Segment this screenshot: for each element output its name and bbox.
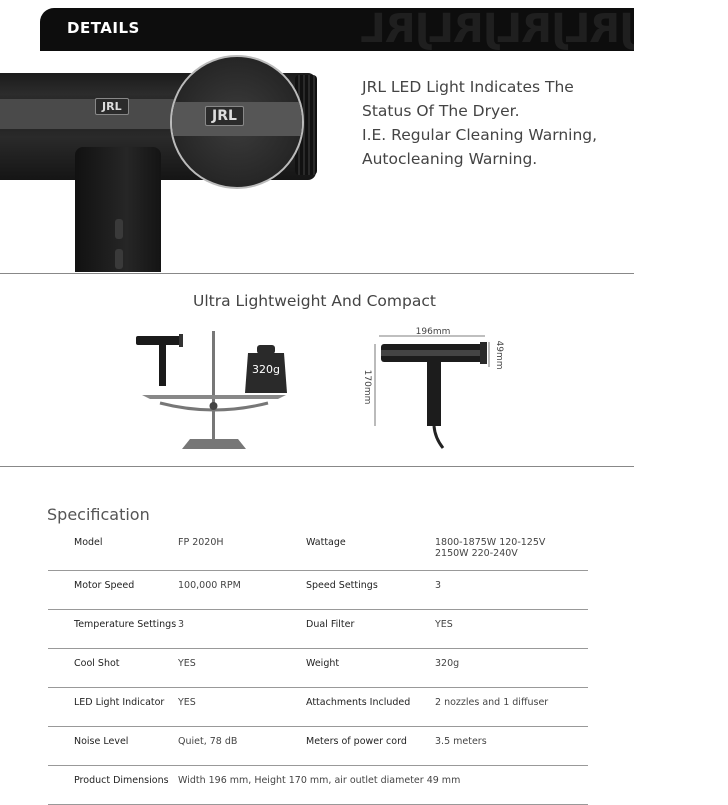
spec-key: Attachments Included bbox=[306, 688, 435, 727]
spec-key: Weight bbox=[306, 649, 435, 688]
spec-value-line: 1800-1875W 120-125V bbox=[435, 537, 546, 548]
table-row bbox=[48, 610, 588, 649]
compact-section-title: Ultra Lightweight And Compact bbox=[193, 292, 436, 310]
mini-dryer-body bbox=[136, 336, 182, 345]
scale-plate bbox=[142, 395, 286, 399]
spec-key: Dual Filter bbox=[306, 610, 435, 649]
led-description-line: Autocleaning Warning. bbox=[362, 150, 538, 168]
header-logo-pattern: JRLJRLJRLJRL bbox=[361, 8, 634, 51]
led-description-line: Status Of The Dryer. bbox=[362, 102, 520, 120]
led-description-line: I.E. Regular Cleaning Warning, bbox=[362, 126, 598, 144]
dryer-side-stripe bbox=[381, 350, 485, 356]
zoom-logo: JRL bbox=[205, 106, 244, 126]
spec-value: Quiet, 78 dB bbox=[178, 727, 306, 766]
spec-key: Motor Speed bbox=[48, 571, 178, 610]
spec-value: 100,000 RPM bbox=[178, 571, 306, 610]
spec-value: YES bbox=[435, 610, 588, 649]
spec-value bbox=[435, 530, 588, 571]
spec-value: YES bbox=[178, 688, 306, 727]
dryer-logo: JRL bbox=[95, 98, 129, 115]
led-description bbox=[362, 75, 597, 171]
scale-pivot bbox=[210, 402, 218, 410]
dryer-cord bbox=[434, 426, 443, 448]
spec-value: 3.5 meters bbox=[435, 727, 588, 766]
section-divider bbox=[0, 273, 634, 274]
spec-key: Model bbox=[48, 530, 178, 571]
weight-label: 320g bbox=[252, 363, 280, 376]
mini-dryer-grill bbox=[179, 334, 183, 347]
details-header bbox=[40, 8, 634, 51]
spec-key: Product Dimensions bbox=[48, 766, 178, 805]
spec-value: 3 bbox=[178, 610, 306, 649]
specification-heading: Specification bbox=[47, 505, 150, 524]
spec-value: 3 bbox=[435, 571, 588, 610]
header-title: DETAILS bbox=[67, 19, 140, 37]
weight-handle bbox=[257, 345, 275, 354]
spec-value-line: 2150W 220-240V bbox=[435, 548, 518, 559]
led-description-line: JRL LED Light Indicates The bbox=[362, 78, 574, 96]
dryer-button bbox=[115, 249, 123, 269]
table-row bbox=[48, 571, 588, 610]
table-row bbox=[48, 688, 588, 727]
specification-table bbox=[48, 530, 588, 805]
spec-value: 2 nozzles and 1 diffuser bbox=[435, 688, 588, 727]
spec-value: FP 2020H bbox=[178, 530, 306, 571]
dryer-side-handle bbox=[427, 360, 441, 426]
spec-value: Width 196 mm, Height 170 mm, air outlet diameter 49 mm bbox=[178, 766, 588, 805]
table-row bbox=[48, 766, 588, 805]
spec-key: Wattage bbox=[306, 530, 435, 571]
spec-key: Noise Level bbox=[48, 727, 178, 766]
spec-key: Temperature Settings bbox=[48, 610, 178, 649]
zoom-magnifier-circle bbox=[170, 55, 304, 189]
width-label: 196mm bbox=[415, 327, 451, 337]
spec-value: 320g bbox=[435, 649, 588, 688]
mini-dryer-handle bbox=[159, 344, 166, 386]
dimensions-illustration bbox=[355, 322, 515, 450]
table-row bbox=[48, 649, 588, 688]
scale-pole bbox=[212, 331, 215, 443]
spec-key: Cool Shot bbox=[48, 649, 178, 688]
spec-key: LED Light Indicator bbox=[48, 688, 178, 727]
table-row bbox=[48, 530, 588, 571]
spec-key: Meters of power cord bbox=[306, 727, 435, 766]
hero-section bbox=[0, 51, 634, 272]
dryer-button bbox=[115, 219, 123, 239]
spec-key: Speed Settings bbox=[306, 571, 435, 610]
table-row bbox=[48, 727, 588, 766]
scale-base bbox=[182, 439, 246, 449]
dryer-side-grill bbox=[480, 342, 487, 364]
height-label: 170mm bbox=[362, 369, 372, 405]
balance-scale-illustration bbox=[130, 325, 300, 453]
section-divider bbox=[0, 466, 634, 467]
spec-value: YES bbox=[178, 649, 306, 688]
outlet-label: 49mm bbox=[494, 340, 504, 370]
